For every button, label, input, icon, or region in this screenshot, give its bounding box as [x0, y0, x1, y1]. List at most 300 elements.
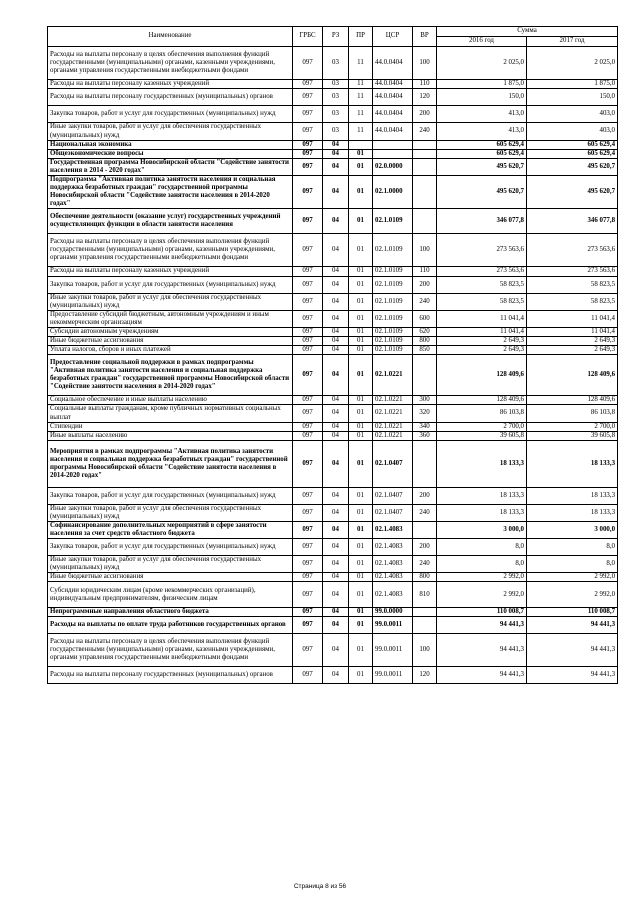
cell-vr: 100 — [413, 633, 437, 666]
cell-rz: 04 — [323, 405, 349, 422]
header-name: Наименование — [48, 27, 293, 47]
header-csr: ЦСР — [373, 27, 413, 47]
cell-2017: 1 875,0 — [527, 80, 618, 89]
cell-rz: 03 — [323, 80, 349, 89]
cell-grbs: 097 — [293, 539, 323, 556]
cell-2017: 128 409,6 — [527, 355, 618, 396]
cell-csr: 02.1.0109 — [373, 209, 413, 234]
cell-rz: 04 — [323, 336, 349, 345]
header-year-2016: 2016 год — [437, 37, 527, 47]
cell-csr: 02.1.0109 — [373, 267, 413, 276]
cell-vr: 200 — [413, 276, 437, 293]
cell-vr: 120 — [413, 667, 437, 684]
cell-csr: 02.1.0407 — [373, 505, 413, 522]
cell-name: Социальное обеспечение и иные выплаты населению — [48, 396, 293, 405]
cell-grbs: 097 — [293, 276, 323, 293]
table-row — [48, 487, 618, 504]
cell-csr: 02.1.0221 — [373, 396, 413, 405]
cell-rz: 04 — [323, 431, 349, 440]
cell-name: Мероприятия в рамках подпрограммы "Активная политика занятости населения и социальная поддержка безработных граждан" государственной программы Новосибирской области "Содействие занятости населения в 2014-2020 годах" — [48, 440, 293, 487]
cell-rz: 04 — [323, 667, 349, 684]
cell-csr: 02.1.0109 — [373, 345, 413, 354]
cell-vr — [413, 522, 437, 539]
cell-rz: 04 — [323, 505, 349, 522]
cell-grbs: 097 — [293, 487, 323, 504]
cell-2016: 94 441,3 — [437, 667, 527, 684]
cell-pr: 01 — [349, 293, 373, 310]
table-row — [48, 440, 618, 487]
cell-grbs: 097 — [293, 123, 323, 140]
cell-vr: 200 — [413, 539, 437, 556]
cell-2016: 18 133,3 — [437, 487, 527, 504]
cell-grbs: 097 — [293, 234, 323, 267]
header-pr: ПР — [349, 27, 373, 47]
cell-2017: 11 041,4 — [527, 327, 618, 336]
cell-2017: 273 563,6 — [527, 267, 618, 276]
cell-2017: 2 649,3 — [527, 336, 618, 345]
cell-2016: 8,0 — [437, 539, 527, 556]
cell-csr: 02.1.4083 — [373, 573, 413, 582]
cell-csr: 02.1.0109 — [373, 310, 413, 327]
cell-2016: 1 875,0 — [437, 80, 527, 89]
cell-vr — [413, 209, 437, 234]
cell-grbs: 097 — [293, 505, 323, 522]
cell-2016: 11 041,4 — [437, 327, 527, 336]
cell-2016: 58 823,5 — [437, 276, 527, 293]
cell-vr — [413, 149, 437, 158]
cell-2017: 58 823,5 — [527, 276, 618, 293]
cell-name: Иные закупки товаров, работ и услуг для обеспечения государственных (муниципальных) нужд — [48, 556, 293, 573]
cell-pr: 11 — [349, 123, 373, 140]
table-row — [48, 505, 618, 522]
cell-rz: 03 — [323, 123, 349, 140]
cell-name: Иные закупки товаров, работ и услуг для обеспечения государственных (муниципальных) нужд — [48, 505, 293, 522]
cell-vr: 240 — [413, 505, 437, 522]
cell-2017: 2 649,3 — [527, 345, 618, 354]
table-row — [48, 267, 618, 276]
cell-2017: 94 441,3 — [527, 667, 618, 684]
cell-2016: 495 620,7 — [437, 175, 527, 208]
table-row — [48, 149, 618, 158]
cell-csr: 02.1.4083 — [373, 556, 413, 573]
cell-vr: 800 — [413, 573, 437, 582]
cell-name: Субсидии юридическим лицам (кроме некоммерческих организаций), индивидуальным предпринимателям, физическим лицам — [48, 582, 293, 607]
cell-name: Государственная программа Новосибирской области "Содействие занятости населения в 2014 - 2020 годах" — [48, 158, 293, 175]
table-row — [48, 123, 618, 140]
cell-grbs: 097 — [293, 267, 323, 276]
cell-grbs: 097 — [293, 310, 323, 327]
cell-csr: 02.1.4083 — [373, 539, 413, 556]
cell-rz: 04 — [323, 522, 349, 539]
cell-name: Расходы на выплаты персоналу казенных учреждений — [48, 80, 293, 89]
cell-grbs: 097 — [293, 80, 323, 89]
cell-2017: 58 823,5 — [527, 293, 618, 310]
cell-rz: 03 — [323, 106, 349, 123]
cell-pr: 01 — [349, 355, 373, 396]
cell-vr: 360 — [413, 431, 437, 440]
cell-pr: 11 — [349, 80, 373, 89]
cell-rz: 04 — [323, 440, 349, 487]
table-row — [48, 209, 618, 234]
cell-vr — [413, 440, 437, 487]
cell-2017: 3 000,0 — [527, 522, 618, 539]
cell-2017: 605 629,4 — [527, 140, 618, 149]
cell-2017: 605 629,4 — [527, 149, 618, 158]
cell-name: Стипендии — [48, 422, 293, 431]
cell-2017: 94 441,3 — [527, 633, 618, 666]
cell-name: Закупка товаров, работ и услуг для государственных (муниципальных) нужд — [48, 539, 293, 556]
cell-vr: 200 — [413, 487, 437, 504]
cell-pr: 11 — [349, 47, 373, 80]
budget-table — [47, 26, 618, 684]
cell-rz: 04 — [323, 582, 349, 607]
cell-vr — [413, 158, 437, 175]
cell-grbs: 097 — [293, 355, 323, 396]
table-row — [48, 89, 618, 106]
cell-rz: 04 — [323, 422, 349, 431]
cell-pr: 11 — [349, 106, 373, 123]
cell-name: Расходы на выплаты персоналу государственных (муниципальных) органов — [48, 89, 293, 106]
cell-2016: 413,0 — [437, 123, 527, 140]
cell-pr: 01 — [349, 209, 373, 234]
cell-2017: 18 133,3 — [527, 440, 618, 487]
cell-csr: 02.0.0000 — [373, 158, 413, 175]
table-row — [48, 234, 618, 267]
table-row — [48, 336, 618, 345]
cell-2017: 495 620,7 — [527, 158, 618, 175]
cell-name: Иные бюджетные ассигнования — [48, 336, 293, 345]
cell-2017: 2 992,0 — [527, 573, 618, 582]
cell-2016: 128 409,6 — [437, 396, 527, 405]
cell-csr: 44.0.0404 — [373, 80, 413, 89]
cell-vr: 600 — [413, 310, 437, 327]
cell-pr: 01 — [349, 616, 373, 633]
cell-name: Расходы на выплаты по оплате труда работников государственных органов — [48, 616, 293, 633]
cell-grbs: 097 — [293, 149, 323, 158]
cell-name: Обеспечение деятельности (оказание услуг) государственных учреждений осуществляющих функции в области занятости населения — [48, 209, 293, 234]
cell-pr: 01 — [349, 633, 373, 666]
cell-csr: 02.1.0109 — [373, 327, 413, 336]
cell-pr: 01 — [349, 522, 373, 539]
cell-pr: 01 — [349, 310, 373, 327]
cell-2017: 94 441,3 — [527, 616, 618, 633]
cell-grbs: 097 — [293, 633, 323, 666]
cell-rz: 04 — [323, 539, 349, 556]
cell-2016: 605 629,4 — [437, 149, 527, 158]
cell-pr — [349, 140, 373, 149]
cell-grbs: 097 — [293, 293, 323, 310]
cell-name: Субсидии автономным учреждениям — [48, 327, 293, 336]
cell-name: Расходы на выплаты персоналу в целях обеспечения выполнения функций государственными (муниципальными) органами, казенными учреждениями, органами управления государственными внебюджетными фондами — [48, 633, 293, 666]
cell-vr: 240 — [413, 123, 437, 140]
cell-pr: 01 — [349, 276, 373, 293]
cell-csr: 44.0.0404 — [373, 106, 413, 123]
cell-2017: 128 409,6 — [527, 396, 618, 405]
cell-2016: 8,0 — [437, 556, 527, 573]
table-row — [48, 522, 618, 539]
cell-pr: 01 — [349, 405, 373, 422]
table-row — [48, 47, 618, 80]
header-grbs: ГРБС — [293, 27, 323, 47]
cell-grbs: 097 — [293, 140, 323, 149]
cell-2016: 3 000,0 — [437, 522, 527, 539]
cell-2016: 18 133,3 — [437, 505, 527, 522]
cell-2016: 495 620,7 — [437, 158, 527, 175]
cell-csr: 02.1.0109 — [373, 293, 413, 310]
table-row — [48, 573, 618, 582]
table-row — [48, 667, 618, 684]
cell-vr: 120 — [413, 89, 437, 106]
table-row — [48, 327, 618, 336]
table-row — [48, 355, 618, 396]
cell-2016: 128 409,6 — [437, 355, 527, 396]
cell-2017: 2 700,0 — [527, 422, 618, 431]
cell-name: Расходы на выплаты персоналу в целях обеспечения выполнения функций государственными (муниципальными) органами, казенными учреждениями, органами управления государственными внебюджетными фондами — [48, 234, 293, 267]
cell-vr — [413, 140, 437, 149]
cell-vr: 110 — [413, 267, 437, 276]
cell-pr: 01 — [349, 175, 373, 208]
cell-2017: 110 008,7 — [527, 607, 618, 616]
cell-rz: 04 — [323, 556, 349, 573]
cell-csr: 02.1.0109 — [373, 276, 413, 293]
cell-csr: 44.0.0404 — [373, 47, 413, 80]
table-row — [48, 556, 618, 573]
cell-2017: 18 133,3 — [527, 487, 618, 504]
cell-pr: 01 — [349, 431, 373, 440]
cell-pr: 01 — [349, 327, 373, 336]
cell-csr — [373, 140, 413, 149]
cell-name: Общеэкономические вопросы — [48, 149, 293, 158]
cell-pr: 01 — [349, 607, 373, 616]
cell-2016: 273 563,6 — [437, 234, 527, 267]
cell-2017: 11 041,4 — [527, 310, 618, 327]
cell-2016: 94 441,3 — [437, 616, 527, 633]
cell-2017: 403,0 — [527, 106, 618, 123]
cell-rz: 03 — [323, 89, 349, 106]
table-row — [48, 106, 618, 123]
table-row — [48, 616, 618, 633]
cell-rz: 04 — [323, 276, 349, 293]
cell-csr: 99.0.0000 — [373, 607, 413, 616]
cell-name: Подпрограмма "Активная политика занятости населения и социальная поддержка безработных граждан" государственной программы Новосибирской области "Содействие занятости населения в 2014-2020 годах" — [48, 175, 293, 208]
cell-rz: 04 — [323, 175, 349, 208]
cell-pr: 01 — [349, 422, 373, 431]
cell-2016: 2 992,0 — [437, 573, 527, 582]
cell-pr: 01 — [349, 336, 373, 345]
cell-pr: 11 — [349, 89, 373, 106]
cell-pr: 01 — [349, 505, 373, 522]
cell-2016: 150,0 — [437, 89, 527, 106]
cell-2016: 413,0 — [437, 106, 527, 123]
header-sum: Сумма — [437, 27, 618, 37]
cell-csr: 44.0.0404 — [373, 89, 413, 106]
cell-rz: 04 — [323, 487, 349, 504]
cell-name: Расходы на выплаты персоналу казенных учреждений — [48, 267, 293, 276]
cell-vr — [413, 607, 437, 616]
cell-pr: 01 — [349, 487, 373, 504]
cell-2017: 2 992,0 — [527, 582, 618, 607]
table-row — [48, 276, 618, 293]
cell-pr: 01 — [349, 556, 373, 573]
cell-rz: 04 — [323, 293, 349, 310]
cell-2016: 11 041,4 — [437, 310, 527, 327]
cell-2017: 346 077,8 — [527, 209, 618, 234]
cell-name: Расходы на выплаты персоналу государственных (муниципальных) органов — [48, 667, 293, 684]
cell-pr: 01 — [349, 539, 373, 556]
cell-2016: 18 133,3 — [437, 440, 527, 487]
table-row — [48, 396, 618, 405]
table-header — [48, 27, 618, 47]
cell-csr: 99.0.0011 — [373, 633, 413, 666]
cell-csr: 02.1.0221 — [373, 405, 413, 422]
cell-vr — [413, 175, 437, 208]
cell-grbs: 097 — [293, 405, 323, 422]
cell-2017: 2 025,0 — [527, 47, 618, 80]
cell-grbs: 097 — [293, 47, 323, 80]
cell-grbs: 097 — [293, 158, 323, 175]
cell-pr: 01 — [349, 345, 373, 354]
cell-2017: 150,0 — [527, 89, 618, 106]
cell-name: Иные закупки товаров, работ и услуг для обеспечения государственных (муниципальных) нужд — [48, 123, 293, 140]
cell-grbs: 097 — [293, 607, 323, 616]
cell-vr — [413, 355, 437, 396]
cell-rz: 04 — [323, 616, 349, 633]
cell-csr: 02.1.0221 — [373, 355, 413, 396]
cell-vr: 240 — [413, 556, 437, 573]
table-row — [48, 539, 618, 556]
cell-pr: 01 — [349, 440, 373, 487]
cell-grbs: 097 — [293, 667, 323, 684]
cell-vr: 320 — [413, 405, 437, 422]
cell-grbs: 097 — [293, 209, 323, 234]
cell-rz: 04 — [323, 573, 349, 582]
cell-vr: 100 — [413, 47, 437, 80]
cell-vr: 100 — [413, 234, 437, 267]
cell-rz: 04 — [323, 310, 349, 327]
cell-2016: 2 992,0 — [437, 582, 527, 607]
cell-name: Расходы на выплаты персоналу в целях обеспечения выполнения функций государственными (муниципальными) органами, казенными учреждениями, органами управления государственными внебюджетными фондами — [48, 47, 293, 80]
header-vr: ВР — [413, 27, 437, 47]
cell-rz: 04 — [323, 209, 349, 234]
cell-2016: 346 077,8 — [437, 209, 527, 234]
cell-grbs: 097 — [293, 175, 323, 208]
table-row — [48, 405, 618, 422]
cell-csr: 99.0.0011 — [373, 616, 413, 633]
cell-2017: 8,0 — [527, 556, 618, 573]
cell-name: Социальные выплаты гражданам, кроме публичных нормативных социальных выплат — [48, 405, 293, 422]
cell-pr: 01 — [349, 267, 373, 276]
cell-rz: 04 — [323, 149, 349, 158]
cell-name: Закупка товаров, работ и услуг для государственных (муниципальных) нужд — [48, 487, 293, 504]
cell-grbs: 097 — [293, 573, 323, 582]
cell-grbs: 097 — [293, 345, 323, 354]
cell-vr: 620 — [413, 327, 437, 336]
cell-rz: 04 — [323, 267, 349, 276]
cell-vr: 800 — [413, 336, 437, 345]
table-row — [48, 158, 618, 175]
cell-pr: 01 — [349, 573, 373, 582]
cell-grbs: 097 — [293, 336, 323, 345]
table-row — [48, 633, 618, 666]
cell-csr: 44.0.0404 — [373, 123, 413, 140]
cell-csr — [373, 149, 413, 158]
cell-pr: 01 — [349, 667, 373, 684]
cell-2016: 2 025,0 — [437, 47, 527, 80]
cell-2017: 273 563,6 — [527, 234, 618, 267]
table-body — [48, 47, 618, 684]
cell-vr: 200 — [413, 106, 437, 123]
table-row — [48, 607, 618, 616]
cell-rz: 04 — [323, 355, 349, 396]
table-row — [48, 345, 618, 354]
table-row — [48, 80, 618, 89]
cell-grbs: 097 — [293, 327, 323, 336]
cell-csr: 02.1.0000 — [373, 175, 413, 208]
cell-rz: 04 — [323, 158, 349, 175]
cell-rz: 04 — [323, 234, 349, 267]
cell-csr: 02.1.0109 — [373, 234, 413, 267]
cell-grbs: 097 — [293, 616, 323, 633]
cell-pr: 01 — [349, 149, 373, 158]
cell-grbs: 097 — [293, 422, 323, 431]
table-row — [48, 422, 618, 431]
table-row — [48, 310, 618, 327]
cell-grbs: 097 — [293, 396, 323, 405]
cell-vr: 810 — [413, 582, 437, 607]
cell-name: Предоставление социальной поддержки в рамках подпрограммы "Активная политика занятости населения и социальная поддержка безработных граждан" государственной программы Новосибирской области "Содействие занятости населения в 2014-2020 годах" — [48, 355, 293, 396]
cell-2016: 58 823,5 — [437, 293, 527, 310]
cell-vr: 850 — [413, 345, 437, 354]
table-row — [48, 175, 618, 208]
cell-rz: 04 — [323, 396, 349, 405]
cell-grbs: 097 — [293, 582, 323, 607]
cell-grbs: 097 — [293, 89, 323, 106]
cell-rz: 04 — [323, 327, 349, 336]
cell-name: Закупка товаров, работ и услуг для государственных (муниципальных) нужд — [48, 276, 293, 293]
cell-name: Непрограммные направления областного бюджета — [48, 607, 293, 616]
cell-name: Национальная экономика — [48, 140, 293, 149]
cell-csr: 02.1.0109 — [373, 336, 413, 345]
cell-2017: 8,0 — [527, 539, 618, 556]
cell-2016: 273 563,6 — [437, 267, 527, 276]
cell-csr: 02.1.0407 — [373, 440, 413, 487]
cell-csr: 02.1.0221 — [373, 431, 413, 440]
cell-grbs: 097 — [293, 522, 323, 539]
cell-2016: 39 605,8 — [437, 431, 527, 440]
cell-pr: 01 — [349, 158, 373, 175]
cell-vr: 240 — [413, 293, 437, 310]
cell-2016: 110 008,7 — [437, 607, 527, 616]
cell-vr — [413, 616, 437, 633]
cell-name: Предоставление субсидий бюджетным, автономным учреждениям и иным некоммерческим организациям — [48, 310, 293, 327]
cell-rz: 03 — [323, 47, 349, 80]
cell-name: Иные бюджетные ассигнования — [48, 573, 293, 582]
cell-csr: 99.0.0011 — [373, 667, 413, 684]
cell-2017: 495 620,7 — [527, 175, 618, 208]
cell-vr: 110 — [413, 80, 437, 89]
cell-2017: 86 103,8 — [527, 405, 618, 422]
page-footer: Страница 8 из 56 — [293, 883, 347, 890]
cell-name: Софинансирование дополнительных мероприятий в сфере занятости населения за счет средств областного бюджета — [48, 522, 293, 539]
cell-2016: 94 441,3 — [437, 633, 527, 666]
table-row — [48, 140, 618, 149]
table-row — [48, 582, 618, 607]
cell-grbs: 097 — [293, 556, 323, 573]
cell-2016: 2 649,3 — [437, 345, 527, 354]
cell-rz: 04 — [323, 633, 349, 666]
cell-grbs: 097 — [293, 440, 323, 487]
cell-pr: 01 — [349, 234, 373, 267]
